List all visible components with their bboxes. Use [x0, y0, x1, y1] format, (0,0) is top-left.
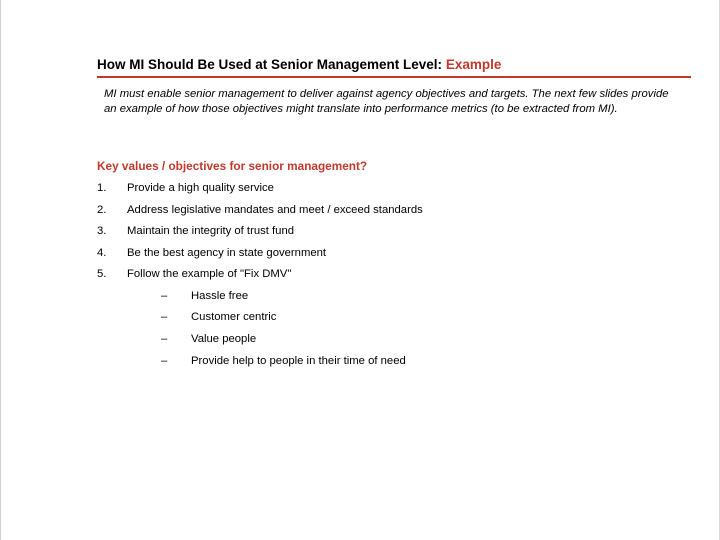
sub-item-dash: –	[161, 355, 168, 367]
list-item-number: 2.	[97, 204, 107, 216]
sub-list-item	[161, 333, 256, 345]
list-item-number: 4.	[97, 247, 107, 259]
list-item	[97, 225, 294, 237]
slide-title	[97, 57, 501, 72]
list-item	[97, 182, 274, 194]
list-item-text: Follow the example of "Fix DMV"	[127, 268, 292, 280]
sub-item-text: Customer centric	[191, 311, 277, 323]
list-item-text: Be the best agency in state government	[127, 247, 327, 259]
slide-title-main: How MI Should Be Used at Senior Management Level:	[97, 57, 446, 72]
list-item-number: 3.	[97, 225, 107, 237]
sub-item-text: Provide help to people in their time of need	[191, 355, 406, 367]
sub-item-dash: –	[161, 311, 168, 323]
title-divider	[97, 76, 691, 78]
list-item	[97, 204, 423, 216]
sub-list-item	[161, 311, 276, 323]
slide-title-accent: Example	[445, 57, 502, 72]
sub-item-dash: –	[161, 333, 168, 345]
sub-list-item	[161, 355, 406, 367]
sub-item-text: Hassle free	[191, 290, 249, 302]
intro-paragraph: MI must enable senior management to deliver against agency objectives and targets. The next few slides provide an example of how those objectives might translate into performance metrics (to be extracted from MI).	[104, 88, 669, 115]
list-item-text: Maintain the integrity of trust fund	[127, 225, 295, 237]
sub-list-item	[161, 290, 248, 302]
list-item-number: 1.	[97, 182, 107, 194]
list-item	[97, 247, 326, 259]
list-item-text: Provide a high quality service	[127, 182, 274, 194]
sub-item-text: Value people	[191, 333, 257, 345]
list-item-number: 5.	[97, 268, 107, 280]
key-values-heading: Key values / objectives for senior management?	[97, 159, 368, 173]
sub-item-dash: –	[161, 290, 168, 302]
list-item-text: Address legislative mandates and meet / exceed standards	[127, 204, 423, 216]
list-item	[97, 268, 291, 280]
